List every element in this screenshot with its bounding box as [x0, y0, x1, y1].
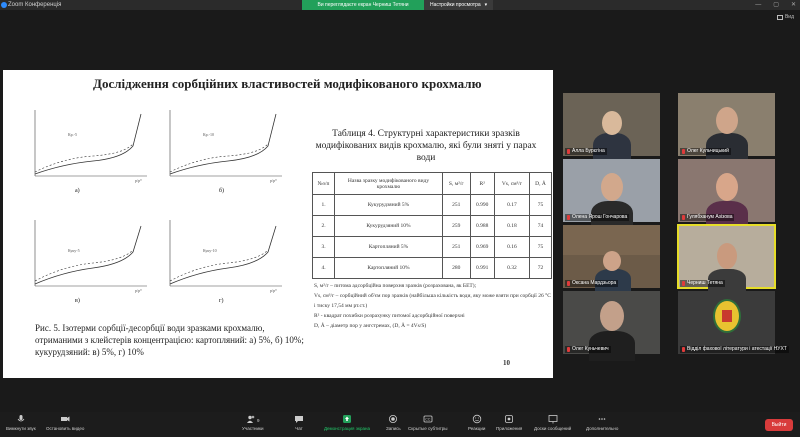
- smiley-icon: [472, 414, 482, 424]
- participant-face: [717, 243, 737, 269]
- participant-name: Відділ фахової літератури і атестації НУХТ: [687, 346, 787, 352]
- table-cell: 75: [530, 195, 552, 216]
- participant-tile[interactable]: [563, 159, 660, 222]
- reactions-button[interactable]: [468, 414, 485, 431]
- mic-muted-icon: [682, 347, 685, 352]
- participant-face: [602, 111, 622, 135]
- chat-button[interactable]: [294, 414, 304, 431]
- close-icon[interactable]: ✕: [790, 2, 796, 8]
- mic-muted-icon: [567, 215, 570, 220]
- participant-name: Оксана Мардзьора: [572, 280, 617, 286]
- table-header-row: [313, 173, 552, 195]
- table-header: Назва зразку модифікованого виду крохмалю: [335, 173, 443, 195]
- table-cell: 74: [530, 216, 552, 237]
- stop-video-button[interactable]: [46, 414, 84, 431]
- table-cell: 72: [530, 258, 552, 279]
- table-cell: 0.16: [494, 237, 529, 258]
- mic-muted-icon: [682, 215, 685, 220]
- whiteboards-button[interactable]: [534, 414, 571, 431]
- participants-button[interactable]: [242, 414, 264, 431]
- view-button-label: Вид: [784, 14, 794, 20]
- svg-text:Кр.-5: Кр.-5: [68, 132, 77, 137]
- participant-name: Олег Кульчицький: [687, 148, 729, 154]
- table-header: Vs, см³/г: [494, 173, 529, 195]
- institution-logo: [713, 299, 741, 333]
- mute-button[interactable]: [6, 414, 36, 431]
- participant-face: [716, 107, 738, 134]
- participant-face: [601, 173, 623, 201]
- closed-captions-icon: [423, 414, 433, 424]
- logo-shield: [722, 310, 732, 322]
- note-line: Vs, см³/г – сорбційний об'єм пор зразків (найбільша кількість води, яку може взяти при сорбції 26 °С і тиску 17,54 мм рт.ст.): [314, 293, 551, 309]
- reactions-label: Реакции: [468, 426, 486, 431]
- table-title: Таблиця 4. Структурні характеристики зразків модифікованих видів крохмалю, які були зняті у парах води: [315, 129, 537, 163]
- mic-muted-icon: [567, 281, 570, 286]
- isotherm-chart-c: [23, 216, 151, 294]
- svg-text:Кр.-10: Кр.-10: [203, 132, 214, 137]
- record-icon: [388, 414, 398, 424]
- table-cell: Кукурудзяний 10%: [335, 216, 443, 237]
- table-cell: 0.991: [470, 258, 494, 279]
- mic-muted-icon: [567, 347, 570, 352]
- table-row: [313, 216, 552, 237]
- table-cell: 251: [443, 237, 471, 258]
- share-status: Ви переглядаєте екран Черниш Тетяни: [302, 0, 424, 10]
- note-line: S, м²/г – питома адсорбційна поверхня зразків (розрахована, як БЕТ);: [314, 283, 477, 289]
- participant-name-tag: [565, 280, 618, 287]
- maximize-icon[interactable]: ▢: [773, 2, 779, 8]
- isotherm-chart-a: [23, 106, 151, 184]
- whiteboards-label: Доски сообщений: [534, 426, 572, 431]
- chart-d-label: г): [219, 298, 224, 304]
- participant-face: [716, 173, 738, 201]
- participant-tile[interactable]: [563, 93, 660, 156]
- participant-name: Алла Бурєгіна: [572, 148, 605, 154]
- captions-label: Скрытые субтитры: [408, 426, 448, 431]
- view-button[interactable]: [777, 14, 794, 20]
- table-cell: 3.: [313, 237, 335, 258]
- participant-name: Олег Куньчевич: [572, 346, 609, 352]
- participant-name-tag: [680, 280, 725, 287]
- participant-name-tag: [680, 148, 731, 155]
- mic-muted-icon: [567, 149, 570, 154]
- table-cell: 0.969: [470, 237, 494, 258]
- participant-face: [603, 251, 621, 271]
- table-cell: 75: [530, 237, 552, 258]
- table-notes: [314, 281, 552, 331]
- video-camera-icon: [60, 414, 70, 424]
- table-cell: 251: [443, 195, 471, 216]
- table-row: [313, 195, 552, 216]
- participant-face: [600, 301, 624, 331]
- note-line: R² - квадрат похибки розрахунку питомої адсорбційної поверхні: [314, 313, 465, 319]
- table-cell: 0.18: [494, 216, 529, 237]
- participant-name-tag: [680, 214, 734, 221]
- participants-icon: [246, 414, 256, 424]
- table-cell: Картопляний 10%: [335, 258, 443, 279]
- table-cell: 4.: [313, 258, 335, 279]
- properties-table: [312, 172, 552, 279]
- participant-tile[interactable]: [563, 291, 660, 354]
- apps-label: Приложения: [496, 426, 523, 431]
- isotherm-chart-a-plot: [23, 106, 151, 184]
- chart-c-label: в): [75, 298, 80, 304]
- svg-text:Куку-10: Куку-10: [203, 248, 217, 253]
- stop-video-label: Остановить видео: [46, 426, 85, 431]
- participants-count: 9: [256, 417, 260, 423]
- meeting-toolbar: [0, 412, 800, 437]
- participant-name-tag: [565, 214, 629, 221]
- mic-muted-icon: [682, 281, 685, 286]
- slide-page-number: 10: [503, 359, 510, 367]
- mic-muted-icon: [682, 149, 685, 154]
- chat-label: Чат: [295, 426, 303, 431]
- table-cell: Картопляний 5%: [335, 237, 443, 258]
- participant-tile[interactable]: [678, 291, 787, 354]
- table-cell: 2.: [313, 216, 335, 237]
- participant-name-tag: [680, 346, 789, 353]
- share-screen-button[interactable]: [324, 414, 370, 431]
- chevron-down-icon: ▾: [484, 2, 488, 8]
- isotherm-chart-b: [158, 106, 286, 184]
- participants-label: Участники: [242, 426, 264, 431]
- window-controls: [755, 0, 796, 10]
- share-screen-label: Демонстрация экрана: [324, 426, 370, 431]
- record-button[interactable]: [386, 414, 401, 431]
- participant-tile[interactable]: [678, 93, 775, 156]
- slide-title: Дослідження сорбційних властивостей модифікованого крохмалю: [93, 76, 482, 91]
- table-row: [313, 258, 552, 279]
- participant-name-tag: [565, 148, 607, 155]
- participants-icon-group: [246, 414, 260, 426]
- table-header: D, Å: [530, 173, 552, 195]
- leave-meeting-button[interactable]: Выйти: [765, 419, 793, 431]
- note-line: D, Å – діаметр пор у ангстремах, (D, Å = 4Vs/S): [314, 323, 427, 329]
- chart-b-x-label: p/p⁰: [270, 178, 277, 183]
- participant-name-tag: [565, 346, 611, 353]
- share-banner: [302, 0, 493, 10]
- table-cell: 1.: [313, 195, 335, 216]
- apps-button[interactable]: [496, 414, 522, 431]
- more-button[interactable]: [586, 414, 618, 431]
- participant-name: Черниш Тетяна: [687, 280, 723, 286]
- zoom-logo-icon: [1, 2, 7, 8]
- participant-name: Гулябханум Азізова: [687, 214, 733, 220]
- chart-a-x-label: p/p⁰: [135, 178, 142, 183]
- figure-caption: Рис. 5. Ізотерми сорбції-десорбції води зразками крохмалю, отриманими з клейстерів концентрацією: картопляний: а) 5%, б) 10%; кукурудзяний: в) 5%, г) 10%: [35, 323, 304, 357]
- chart-b-label: б): [219, 188, 225, 194]
- svg-text:Куку-5: Куку-5: [68, 248, 80, 253]
- isotherm-chart-d: [158, 216, 286, 294]
- chart-a-label: а): [75, 188, 80, 194]
- captions-button[interactable]: [408, 414, 448, 431]
- isotherm-chart-c-plot: [23, 216, 151, 294]
- record-label: Запись: [386, 426, 401, 431]
- table-cell: 0.988: [470, 216, 494, 237]
- table-row: [313, 237, 552, 258]
- table-header: S, м²/г: [443, 173, 471, 195]
- chart-c-x-label: p/p⁰: [135, 288, 142, 293]
- participant-tile-active-speaker[interactable]: [678, 225, 775, 288]
- table-header: №з/п: [313, 173, 335, 195]
- whiteboard-icon: [548, 414, 558, 424]
- chart-d-x-label: p/p⁰: [270, 288, 277, 293]
- window-titlebar: [0, 0, 800, 10]
- share-screen-icon: [342, 414, 352, 424]
- table-cell: 0.17: [494, 195, 529, 216]
- table-cell: 0.32: [494, 258, 529, 279]
- shared-slide: [3, 70, 553, 378]
- view-options-label: Настройки просмотра: [430, 2, 481, 8]
- mute-label: Вимкнути звук: [6, 426, 36, 431]
- more-label: Дополнительно: [586, 426, 619, 431]
- isotherm-chart-d-plot: [158, 216, 286, 294]
- table-header: R²: [470, 173, 494, 195]
- view-options-button[interactable]: [424, 0, 493, 10]
- microphone-icon: [16, 414, 26, 424]
- participant-name: Олена Ярош Гончарова: [572, 214, 628, 220]
- chat-bubble-icon: [294, 414, 304, 424]
- table-cell: 280: [443, 258, 471, 279]
- participant-tile[interactable]: [563, 225, 660, 288]
- svg-text:CC: CC: [425, 417, 431, 422]
- grid-view-icon: [777, 15, 783, 20]
- participant-tile[interactable]: [678, 159, 775, 222]
- table-cell: Кукурудзяний 5%: [335, 195, 443, 216]
- more-dots-icon: [597, 414, 607, 424]
- minimize-icon[interactable]: —: [755, 2, 762, 8]
- window-title: Zoom Конференція: [8, 2, 62, 8]
- table-cell: 259: [443, 216, 471, 237]
- isotherm-chart-b-plot: [158, 106, 286, 184]
- apps-icon: [504, 414, 514, 424]
- table-cell: 0.990: [470, 195, 494, 216]
